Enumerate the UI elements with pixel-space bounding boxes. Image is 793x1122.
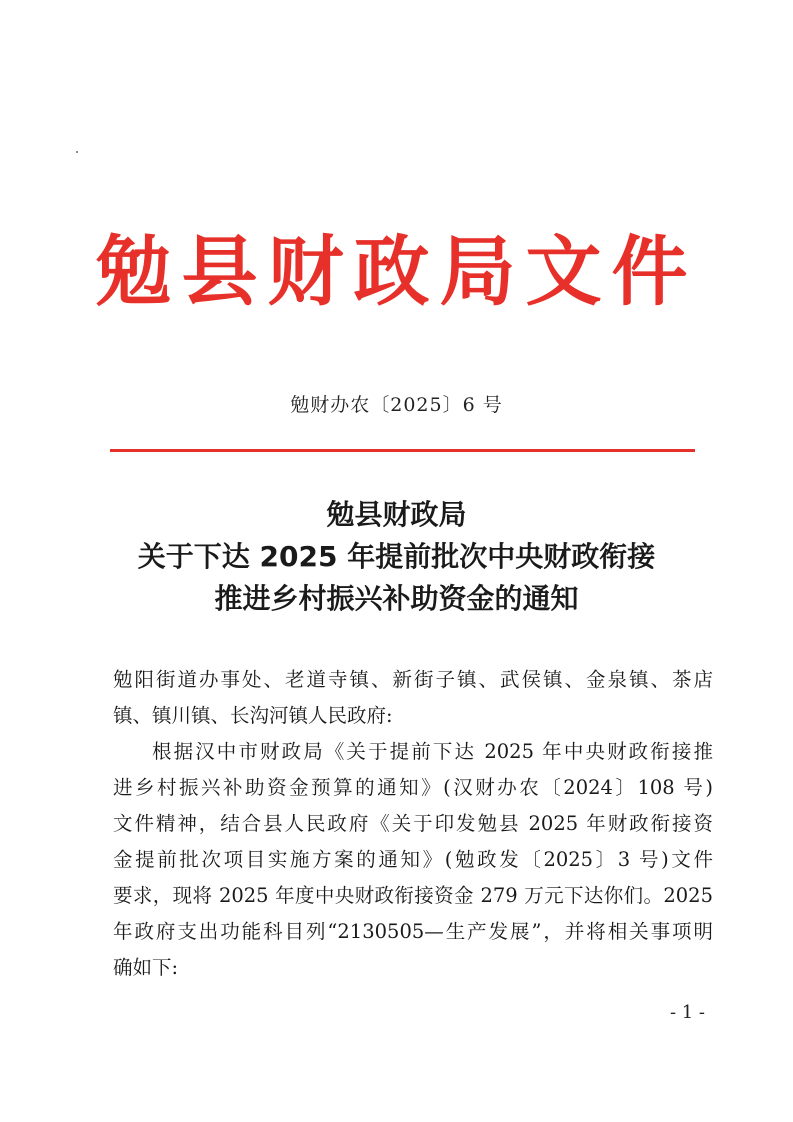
- paragraph-line: 确如下:: [113, 956, 179, 979]
- addressee-line: 勉阳街道办事处、老道寺镇、新街子镇、武侯镇、金泉镇、茶店: [113, 668, 713, 691]
- page-number: - 1 -: [669, 1002, 705, 1023]
- title-line-subject-2: 推进乡村振兴补助资金的通知: [214, 582, 579, 615]
- document-body: [113, 662, 713, 986]
- title-line-subject-1: 关于下达 2025 年提前批次中央财政衔接: [137, 540, 656, 573]
- title-line-issuer: 勉县财政局: [326, 498, 467, 531]
- addressee-line: 镇、镇川镇、长沟河镇人民政府:: [113, 704, 393, 727]
- masthead-title: 勉县财政局文件: [95, 227, 698, 316]
- paragraph-line: 要求，现将 2025 年度中央财政衔接资金 279 万元下达你们。2025: [113, 884, 713, 907]
- document-title: [0, 494, 793, 620]
- paragraph-line: 金提前批次项目实施方案的通知》(勉政发〔2025〕3 号)文件: [113, 848, 713, 871]
- paragraph-line: 文件精神，结合县人民政府《关于印发勉县 2025 年财政衔接资: [113, 812, 713, 835]
- document-number: 勉财办农〔2025〕6 号: [290, 394, 503, 416]
- paragraph-line: 年政府支出功能科目列“2130505—生产发展”，并将相关事项明: [113, 920, 713, 943]
- scan-speck: [76, 151, 78, 153]
- red-separator-line: [110, 449, 695, 452]
- paragraph-line: 根据汉中市财政局《关于提前下达 2025 年中央财政衔接推: [152, 740, 713, 763]
- paragraph-line: 进乡村振兴补助资金预算的通知》(汉财办农〔2024〕108 号): [113, 776, 713, 799]
